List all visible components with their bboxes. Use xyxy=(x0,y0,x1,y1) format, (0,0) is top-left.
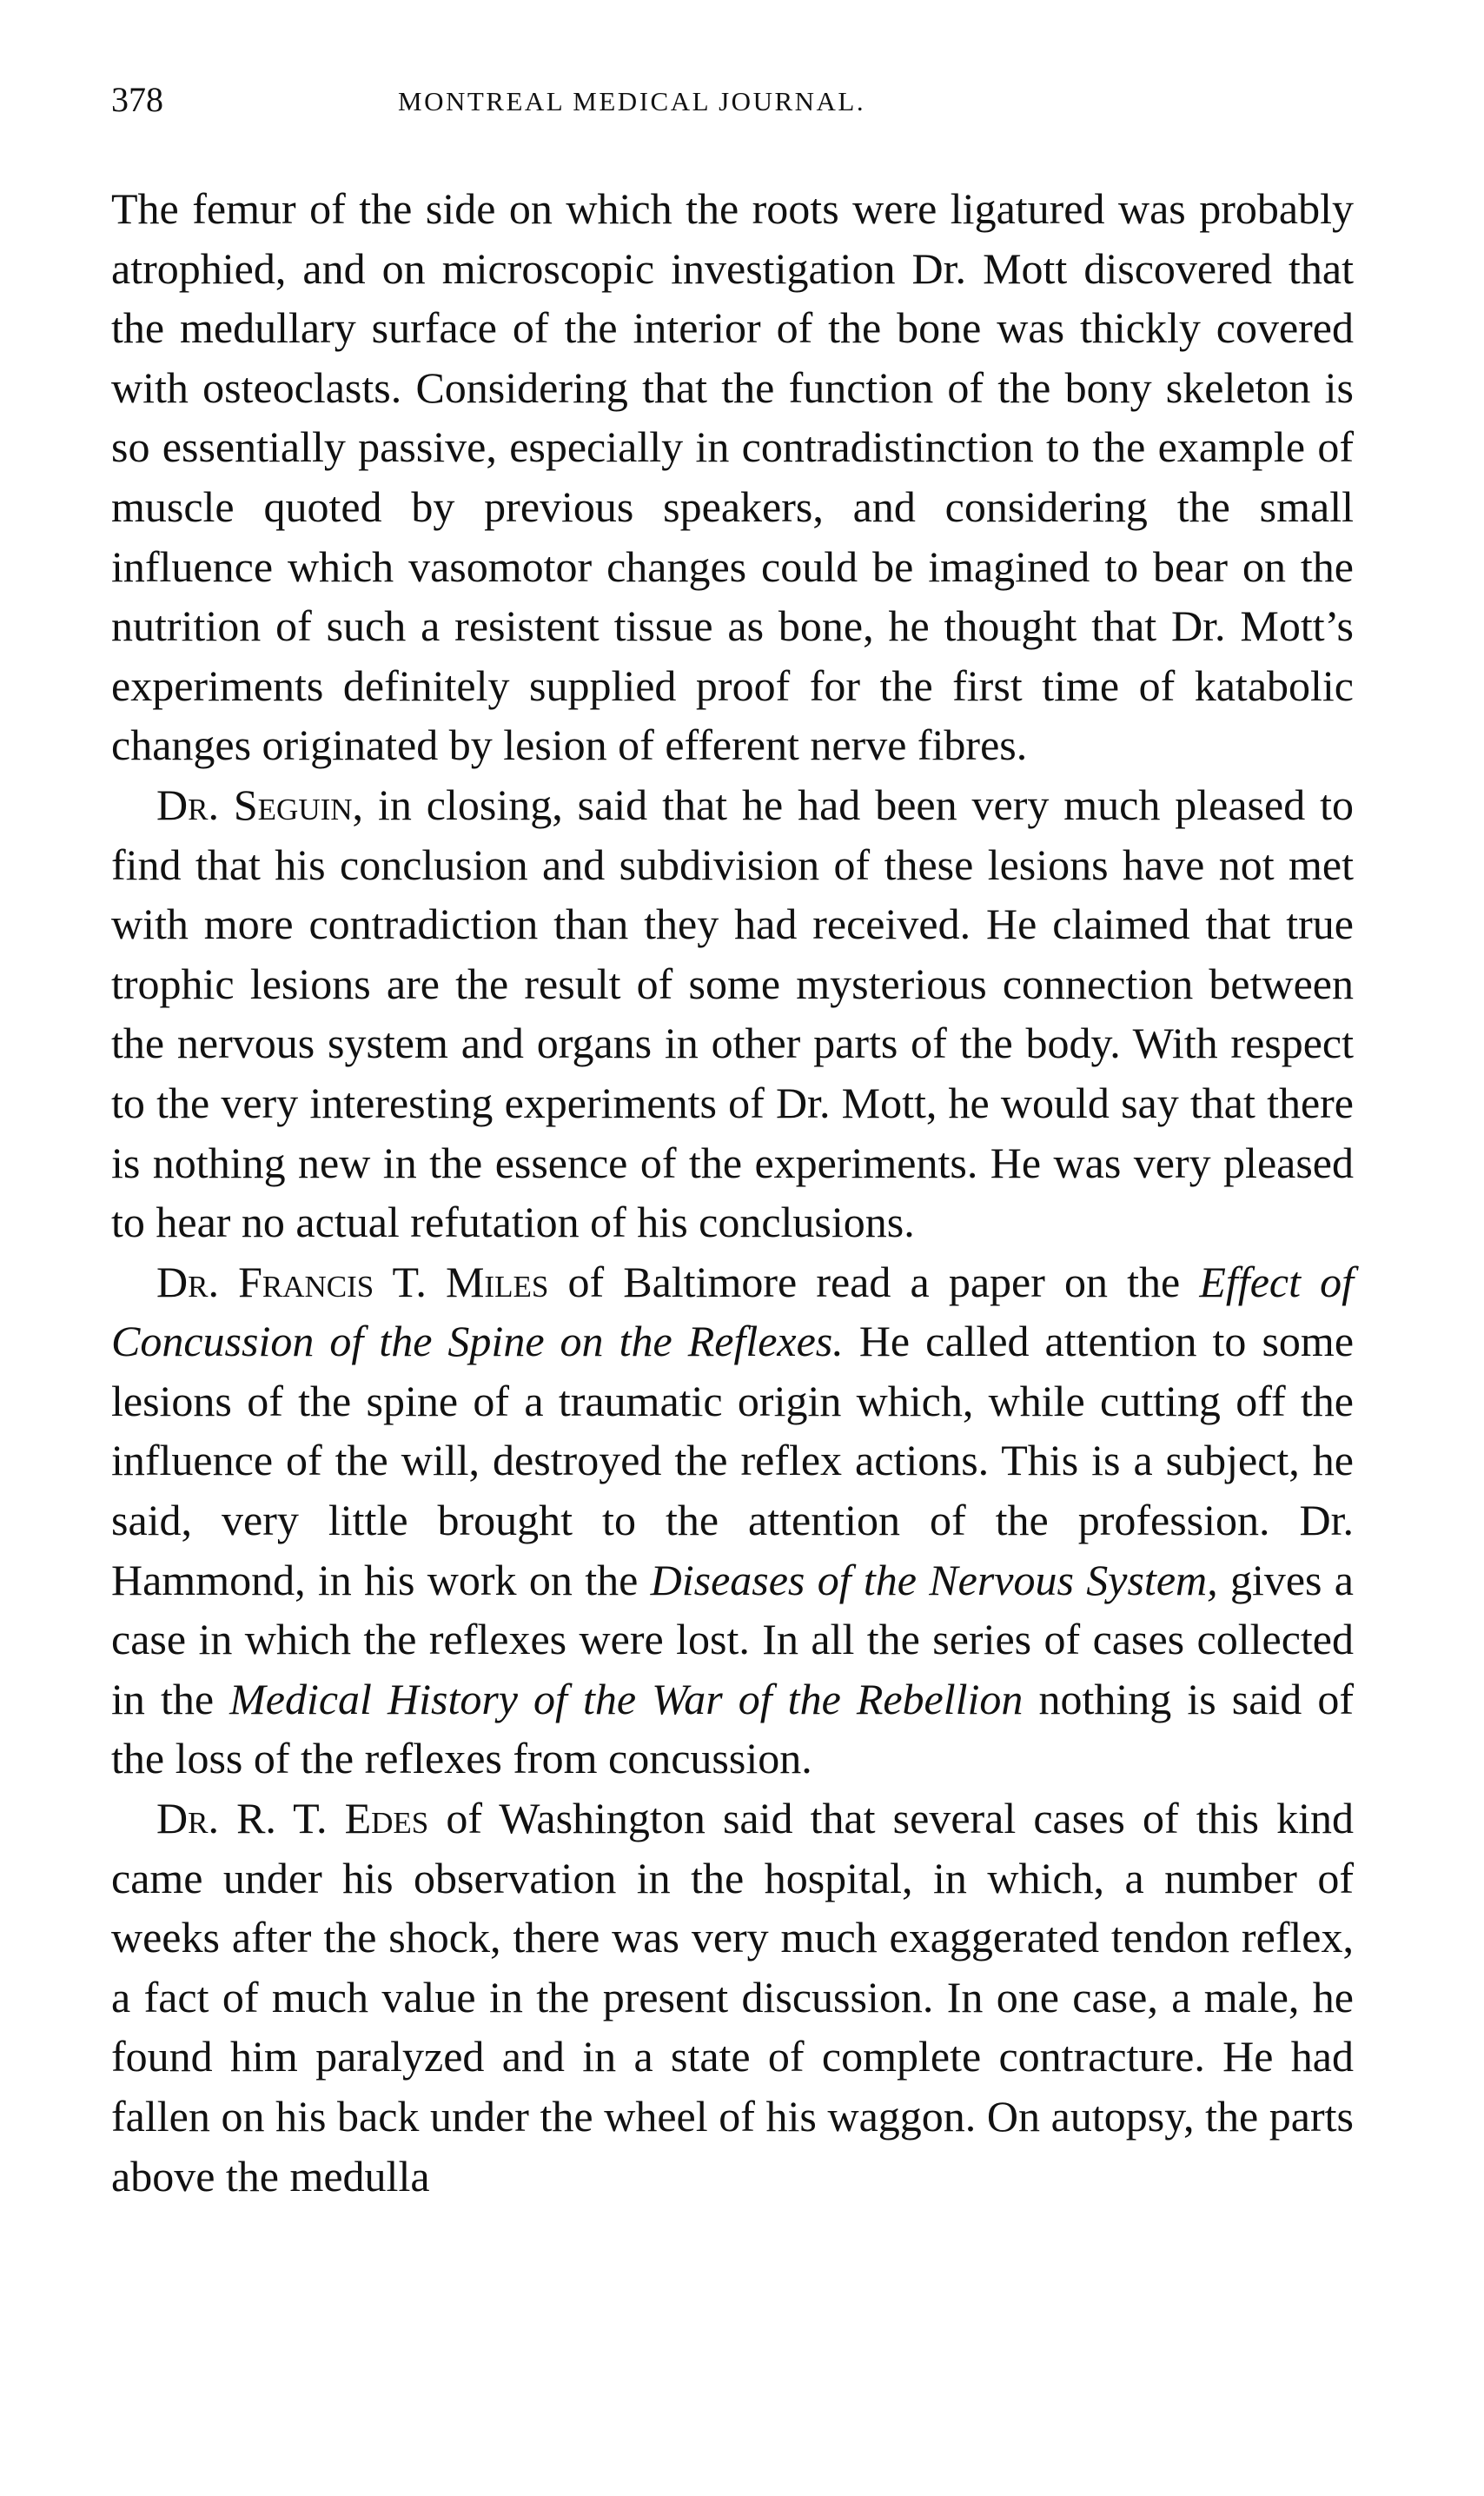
speaker-name: Dr. Seguin, xyxy=(156,780,364,829)
paragraph-text: He called attention to some lesions of the spine of a traumatic origin which, while cutting off the influence of the will, destroyed the reflex actions. This is a subject, he said, very little brought to the attention of the profession. Dr. Hammond, in his work on the xyxy=(111,1317,1355,1604)
paragraph-edes xyxy=(111,1789,1354,2206)
paragraph-text: of Washington said that several cases of this kind came under his observation in the hospital, in which, a number of weeks after the shock, there was very much exaggerated tendon reflex, a fact of much value in the present discussion. In one case, a male, he found him paralyzed and in a state of complete contracture. He had fallen on his back under the wheel of his waggon. On autopsy, the parts above the medulla xyxy=(111,1794,1354,2201)
book-title: Medical History of the War of the Rebellion xyxy=(229,1674,1024,1723)
journal-page xyxy=(111,78,1354,2206)
paragraph-text: The femur of the side on which the roots were ligatured was probably atrophied, and on microscopic investigation Dr. Mott discovered that the medullary surface of the interior of the bone was thickly covered with osteoclasts. Considering that the function of the bony skeleton is so essentially passive, especially in contradistinction to the example of muscle quoted by previous speakers, and considering the small influence which vasomotor changes could be imagined to bear on the nutrition of such a resistent tissue as bone, he thought that Dr. Mott’s experiments definitely supplied proof for the first time of katabolic changes originated by lesion of efferent nerve fibres. xyxy=(111,184,1354,770)
running-title: MONTREAL MEDICAL JOURNAL. xyxy=(398,86,866,116)
page-header xyxy=(111,78,1354,139)
speaker-name: Dr. R. T. Edes xyxy=(156,1794,429,1843)
paragraph-text: nothing is said of the loss of the reflexes from concussion. xyxy=(111,1674,1355,1783)
paragraph-text: gives a case in which the reflexes were lost. In all the series of cases collected in the xyxy=(111,1555,1355,1723)
speaker-name: Dr. Francis T. Miles xyxy=(156,1257,549,1306)
page-number: 378 xyxy=(111,80,163,119)
article-body xyxy=(111,179,1354,2206)
paragraph-seguin xyxy=(111,775,1354,1252)
paragraph-text: in closing, said that he had been very much pleased to find that his conclusion and subdivision of these lesions have not met with more contradiction than they had received. He claimed that true trophic lesions are the result of some mysterious connection between the nervous system and organs in other parts of the body. With respect to the very interesting experiments of Dr. Mott, he would say that there is nothing new in the essence of the experiments. He was very pleased to hear no actual refutation of his conclusions. xyxy=(111,780,1355,1247)
paragraph-miles xyxy=(111,1252,1354,1789)
paragraph-text: of Baltimore read a paper on the xyxy=(548,1257,1200,1306)
book-title: Diseases of the Nervous System, xyxy=(650,1555,1218,1604)
paragraph-mott-femur xyxy=(111,179,1354,775)
paper-title: Effect of Concussion of the Spine on the Reflexes. xyxy=(111,1257,1355,1366)
